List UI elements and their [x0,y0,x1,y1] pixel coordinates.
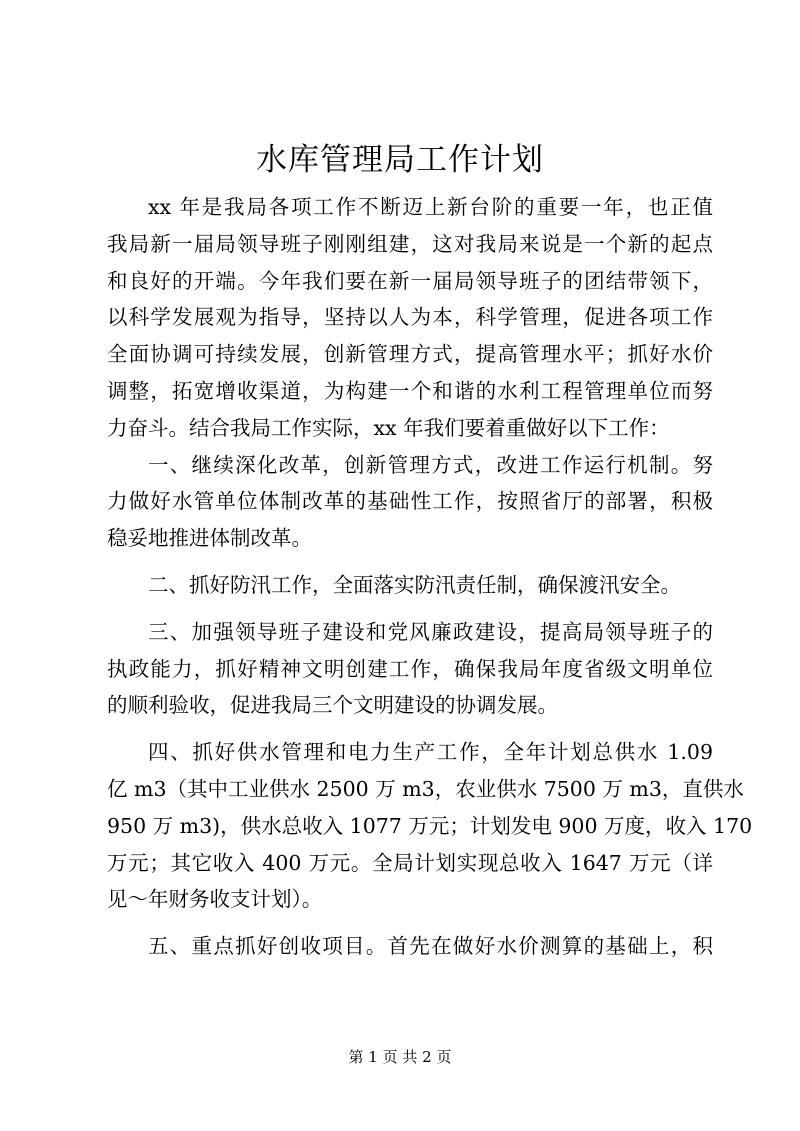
text-line: 亿 m3（其中工业供水 2500 万 m3，农业供水 7500 万 m3，直供水 [107,776,744,801]
text-line: 950 万 m3)，供水总收入 1077 万元；计划发电 900 万度，收入 170 [107,813,753,838]
text-line: 我局新一届局领导班子刚刚组建，这对我局来说是一个新的起点 [107,231,713,256]
text-line: 见～年财务收支计划）。 [107,887,323,912]
page-number-footer: 第 1 页 共 2 页 [348,1048,452,1066]
paragraph-item-1 [107,447,713,557]
paragraph-spacer [107,724,713,734]
paragraph-spacer [107,918,713,928]
paragraph-spacer [107,604,713,614]
text-line: 力做好水管单位体制改革的基础性工作，按照省厅的部署，积极 [107,489,713,514]
text-line: 五、重点抓好创收项目。首先在做好水价测算的基础上，积 [148,934,713,959]
text-line: 和良好的开端。今年我们要在新一届局领导班子的团结带领下， [107,268,713,293]
text-line: 万元；其它收入 400 万元。全局计划实现总收入 1647 万元（详 [107,850,713,875]
text-line: 执政能力，抓好精神文明创建工作，确保我局年度省级文明单位 [107,656,713,681]
text-line: 一、继续深化改革，创新管理方式，改进工作运行机制。努 [148,452,713,477]
document-title: 水库管理局工作计划 [256,142,544,178]
text-line: 全面协调可持续发展，创新管理方式，提高管理水平；抓好水价 [107,342,713,367]
text-line: 调整，拓宽增收渠道，为构建一个和谐的水利工程管理单位而努 [107,378,713,403]
text-line: 四、抓好供水管理和电力生产工作，全年计划总供水 1.09 [148,740,713,765]
document-body [107,189,753,965]
paragraph-item-3 [107,614,713,724]
paragraph-item-5 [107,928,713,965]
paragraph-item-4 [107,734,753,918]
text-line: 二、抓好防汛工作，全面落实防汛责任制，确保渡汛安全。 [148,572,681,597]
text-line: 以科学发展观为指导，坚持以人为本，科学管理，促进各项工作 [107,305,713,330]
paragraph-spacer [107,557,713,567]
paragraph-intro [107,189,713,447]
text-line: 的顺利验收，促进我局三个文明建设的协调发展。 [107,693,558,718]
text-line: xx 年是我局各项工作不断迈上新台阶的重要一年，也正值 [148,195,713,219]
paragraph-item-2 [107,567,713,604]
text-line: 力奋斗。结合我局工作实际，xx 年我们要着重做好以下工作： [107,415,670,440]
text-line: 三、加强领导班子建设和党风廉政建设，提高局领导班子的 [148,619,713,644]
text-line: 稳妥地推进体制改革。 [107,526,312,551]
